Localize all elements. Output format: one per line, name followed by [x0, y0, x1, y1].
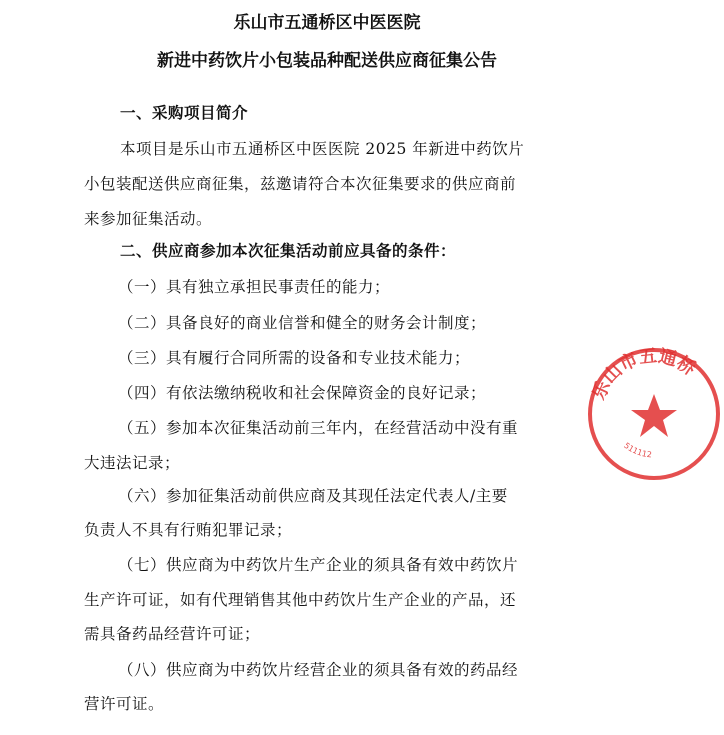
condition-line: （五）参加本次征集活动前三年内，在经营活动中没有重	[118, 419, 519, 437]
official-seal	[584, 344, 724, 484]
svg-text:乐山市五通桥	[588, 345, 699, 402]
condition-line: （三）具有履行合同所需的设备和专业技术能力；	[118, 349, 471, 367]
condition-line: （六）参加征集活动前供应商及其现任法定代表人/主要	[118, 487, 508, 505]
condition-line: 大违法记录；	[84, 454, 181, 472]
condition-line: 需具备药品经营许可证；	[84, 625, 261, 643]
condition-line: 营许可证。	[84, 695, 165, 713]
condition-line: （二）具备良好的商业信誉和健全的财务会计制度；	[118, 314, 487, 332]
svg-text:511112	[622, 441, 652, 460]
section-2-heading: 二、供应商参加本次征集活动前应具备的条件：	[120, 242, 457, 260]
section-1-line: 本项目是乐山市五通桥区中医医院 2025 年新进中药饮片	[120, 140, 525, 158]
seal-text: 乐山市五通桥	[588, 345, 700, 403]
section-1-line: 来参加征集活动。	[84, 210, 213, 228]
document-org-title: 乐山市五通桥区中医医院	[233, 13, 421, 33]
condition-line: （七）供应商为中药饮片生产企业的须具备有效中药饮片	[118, 556, 519, 574]
condition-line: 生产许可证，如有代理销售其他中药饮片生产企业的产品，还	[84, 591, 517, 609]
section-1-heading: 一、采购项目简介	[120, 104, 249, 122]
condition-line: （四）有依法缴纳税收和社会保障资金的良好记录；	[118, 384, 487, 402]
condition-line: 负责人不具有行贿犯罪记录；	[84, 521, 293, 539]
condition-line: （一）具有独立承担民事责任的能力；	[118, 278, 391, 296]
section-1-line: 小包装配送供应商征集，兹邀请符合本次征集要求的供应商前	[84, 175, 517, 193]
condition-line: （八）供应商为中药饮片经营企业的须具备有效的药品经	[118, 661, 519, 679]
document-title: 新进中药饮片小包装品种配送供应商征集公告	[157, 51, 497, 71]
seal-number: 511112	[622, 440, 653, 460]
